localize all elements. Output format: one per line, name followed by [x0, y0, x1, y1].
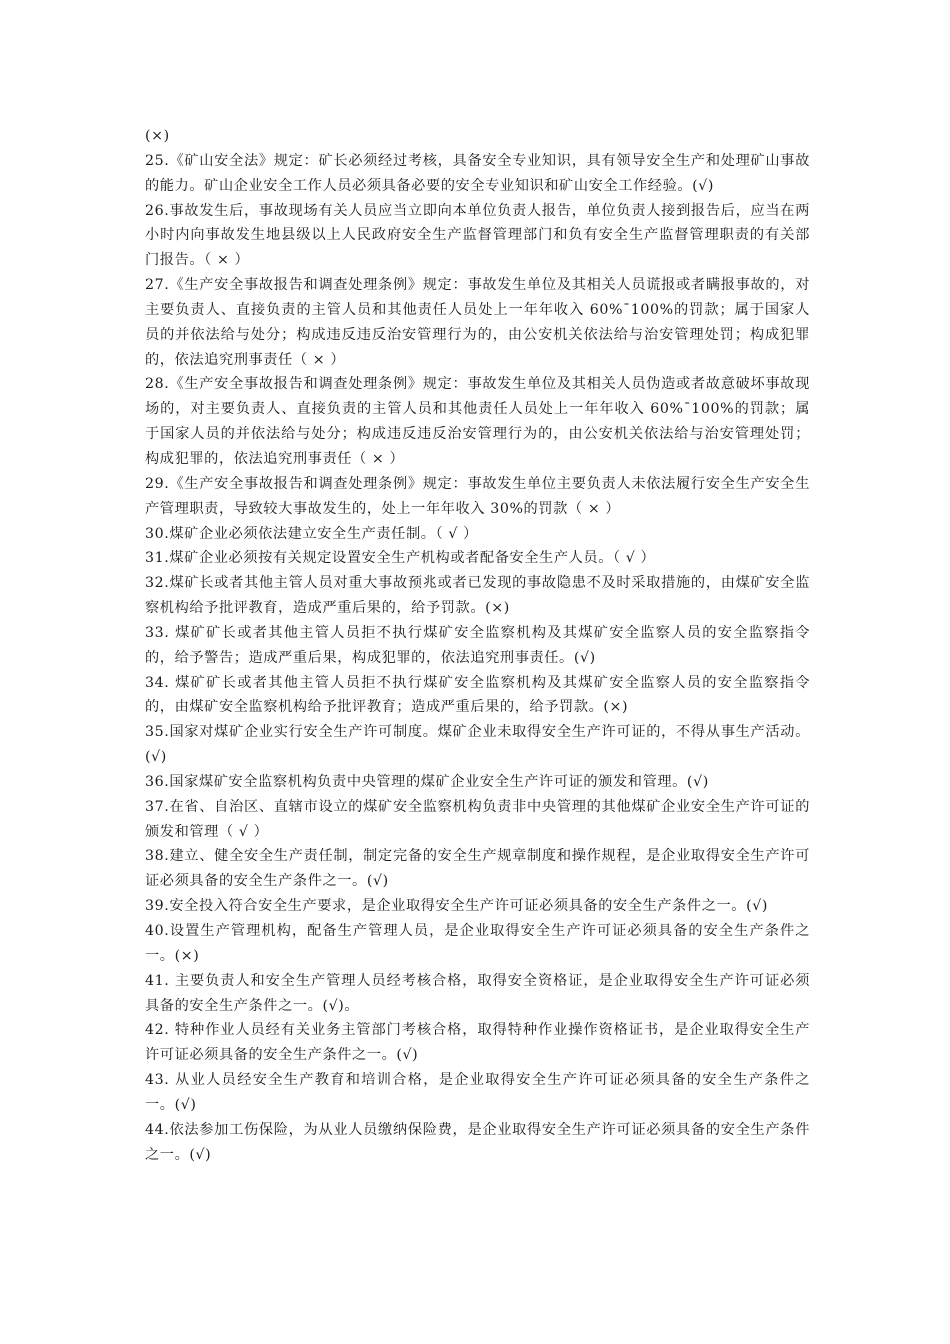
- question-42: 42. 特种作业人员经有关业务主管部门考核合格，取得特种作业操作资格证书，是企业取得安全生产许可证必须具备的安全生产条件之一。(√): [145, 1022, 810, 1064]
- answer-fragment: (×): [145, 128, 170, 144]
- document-body: [145, 124, 810, 1167]
- question-31: 31.煤矿企业必须按有关规定设置安全生产机构或者配备安全生产人员。（ √ ）: [145, 550, 656, 567]
- question-35: 35.国家对煤矿企业实行安全生产许可制度。煤矿企业未取得安全生产许可证的，不得从事生产活动。(√): [145, 724, 810, 766]
- question-36: 36.国家煤矿安全监察机构负责中央管理的煤矿企业安全生产许可证的颁发和管理。(√): [145, 773, 709, 790]
- question-30: 30.煤矿企业必须依法建立安全生产责任制。（ √ ）: [145, 525, 478, 542]
- question-25: 25.《矿山安全法》规定：矿长必须经过考核，具备安全专业知识，具有领导安全生产和处理矿山事故的能力。矿山企业安全工作人员必须具备必要的安全专业知识和矿山安全工作经验。(√): [145, 152, 810, 194]
- question-26: 26.事故发生后，事故现场有关人员应当立即向本单位负责人报告，单位负责人接到报告后，应当在两小时内向事故发生地县级以上人民政府安全生产监督管理部门和负有安全生产监督管理职责的有关部门报告。（ × ）: [145, 202, 810, 269]
- question-44: 44.依法参加工伤保险，为从业人员缴纳保险费，是企业取得安全生产许可证必须具备的安全生产条件之一。(√): [145, 1121, 810, 1163]
- question-39: 39.安全投入符合安全生产要求，是企业取得安全生产许可证必须具备的安全生产条件之一。(√): [145, 898, 768, 915]
- question-43: 43. 从业人员经安全生产教育和培训合格，是企业取得安全生产许可证必须具备的安全生产条件之一。(√): [145, 1072, 810, 1113]
- question-34: 34. 煤矿矿长或者其他主管人员拒不执行煤矿安全监察机构及其煤矿安全监察人员的安全监察指令的，由煤矿安全监察机构给予批评教育；造成严重后果的，给予罚款。(×): [145, 674, 810, 716]
- question-41: 41. 主要负责人和安全生产管理人员经考核合格，取得安全资格证，是企业取得安全生产许可证必须具备的安全生产条件之一。(√)。: [145, 972, 810, 1014]
- question-32: 32.煤矿长或者其他主管人员对重大事故预兆或者已发现的事故隐患不及时采取措施的，由煤矿安全监察机构给予批评教育，造成严重后果的，给予罚款。(×): [145, 575, 810, 617]
- question-38: 38.建立、健全安全生产责任制，制定完备的安全生产规章制度和操作规程，是企业取得安全生产许可证必须具备的安全生产条件之一。(√): [145, 848, 810, 890]
- question-28: 28.《生产安全事故报告和调查处理条例》规定：事故发生单位及其相关人员伪造或者故意破坏事故现场的，对主要负责人、直接负责的主管人员和其他责任人员处上一年年收入 60%¯100%的罚款；属于国家人员的并依法给与处分；构成违反违反治安管理行为的，由公安机关依法给与治安管理处罚；构成犯罪的，依法追究刑事责任（ × ）: [145, 376, 810, 467]
- question-33: 33. 煤矿矿长或者其他主管人员拒不执行煤矿安全监察机构及其煤矿安全监察人员的安全监察指令的，给予警告；造成严重后果，构成犯罪的，依法追究刑事责任。(√): [145, 624, 810, 666]
- question-29: 29.《生产安全事故报告和调查处理条例》规定：事故发生单位主要负责人未依法履行安全生产安全生产管理职责，导致较大事故发生的，处上一年年收入 30%的罚款（ × ）: [145, 475, 810, 517]
- question-37: 37.在省、自治区、直辖市设立的煤矿安全监察机构负责非中央管理的其他煤矿企业安全生产许可证的颁发和管理（ √ ）: [145, 798, 810, 840]
- question-27: 27.《生产安全事故报告和调查处理条例》规定：事故发生单位及其相关人员谎报或者瞒报事故的，对主要负责人、直接负责的主管人员和其他责任人员处上一年年收入 60%¯100%的罚款；属于国家人员的并依法给与处分；构成违反违反治安管理行为的，由公安机关依法给与治安管理处罚；构成犯罪的，依法追究刑事责任（ × ）: [145, 277, 810, 368]
- question-40: 40.设置生产管理机构，配备生产管理人员，是企业取得安全生产许可证必须具备的安全生产条件之一。(×): [145, 923, 810, 964]
